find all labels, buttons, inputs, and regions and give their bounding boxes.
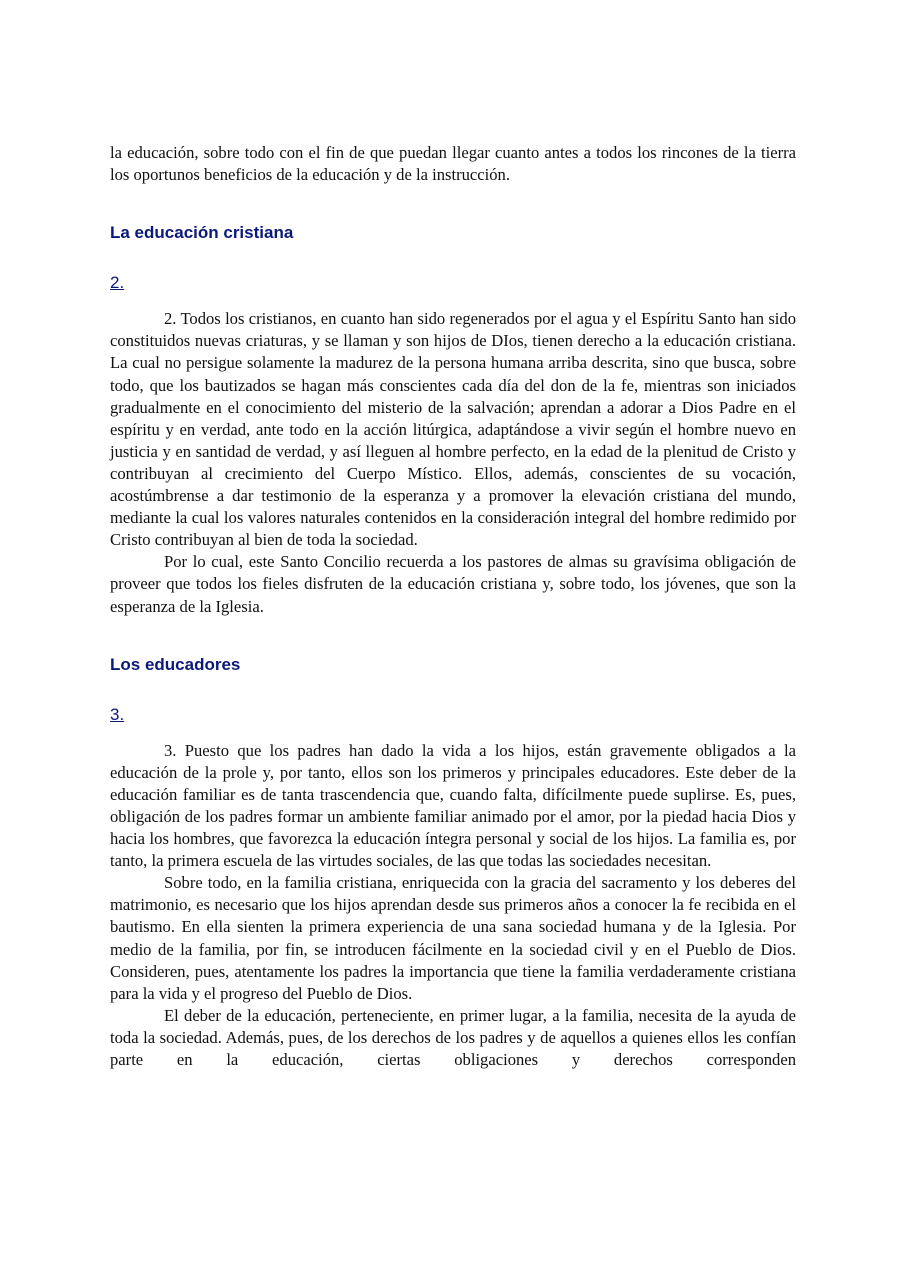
paragraph: El deber de la educación, perteneciente, en primer lugar, a la familia, necesita de la ayuda de toda la sociedad. Además, pues, de los derechos de los padres y de aquellos a quienes ellos les confían parte en la educación, ciertas obligaciones y derechos corresponden: [110, 1005, 796, 1069]
section-number-link-2[interactable]: 2.: [110, 273, 125, 293]
paragraph: 3. Puesto que los padres han dado la vida a los hijos, están gravemente obligados a la educación de la prole y, por tanto, ellos son los primeros y principales educadores. Este deber de la educación familiar es de tanta trascendencia que, cuando falta, difícilmente puede suplirse. Es, pues, obligación de los padres formar un ambiente familiar animado por el amor, por la piedad hacia Dios y hacia los hombres, que favorezca la educación íntegra personal y social de los hijos. La familia es, por tanto, la primera escuela de las virtudes sociales, de las que todas las sociedades necesitan.: [110, 740, 796, 871]
intro-paragraph: la educación, sobre todo con el fin de que puedan llegar cuanto antes a todos los rincones de la tierra los oportunos beneficios de la educación y de la instrucción.: [110, 143, 796, 185]
section-heading-los-educadores: Los educadores: [110, 654, 241, 674]
section-heading-educacion-cristiana: La educación cristiana: [110, 223, 294, 243]
section-number-link-3[interactable]: 3.: [110, 704, 125, 724]
paragraph: Sobre todo, en la familia cristiana, enriquecida con la gracia del sacramento y los deberes del matrimonio, es necesario que los hijos aprendan desde sus primeros años a conocer la fe recibida en el bautismo. En ella sienten la primera experiencia de una sana sociedad humana y de la Iglesia. Por medio de la familia, por fin, se introducen fácilmente en la sociedad civil y en el Pueblo de Dios. Consideren, pues, atentamente los padres la importancia que tiene la familia verdaderamente cristiana para la vida y el progreso del Pueblo de Dios.: [110, 873, 796, 1003]
document-page: [110, 142, 796, 1071]
paragraph: 2. Todos los cristianos, en cuanto han sido regenerados por el agua y el Espíritu Santo han sido constituidos nuevas criaturas, y se llaman y son hijos de DIos, tienen derecho a la educación cristiana. La cual no persigue solamente la madurez de la persona humana arriba descrita, sino que busca, sobre todo, que los bautizados se hagan más conscientes cada día del don de la fe, mientras son iniciados gradualmente en el conocimiento del misterio de la salvación; aprendan a adorar a Dios Padre en el espíritu y en verdad, ante todo en la acción litúrgica, adaptándose a vivir según el hombre nuevo en justicia y en santidad de verdad, y así lleguen al hombre perfecto, en la edad de la plenitud de Cristo y contribuyan al crecimiento del Cuerpo Místico. Ellos, además, conscientes de su vocación, acostúmbrense a dar testimonio de la esperanza y a promover la elevación cristiana del mundo, mediante la cual los valores naturales contenidos en la consideración integral del hombre redimido por Cristo contribuyan al bien de toda la sociedad.: [110, 309, 796, 550]
paragraph: Por lo cual, este Santo Concilio recuerda a los pastores de almas su gravísima obligación de proveer que todos los fieles disfruten de la educación cristiana y, sobre todo, los jóvenes, que son la esperanza de la Iglesia.: [110, 552, 796, 616]
